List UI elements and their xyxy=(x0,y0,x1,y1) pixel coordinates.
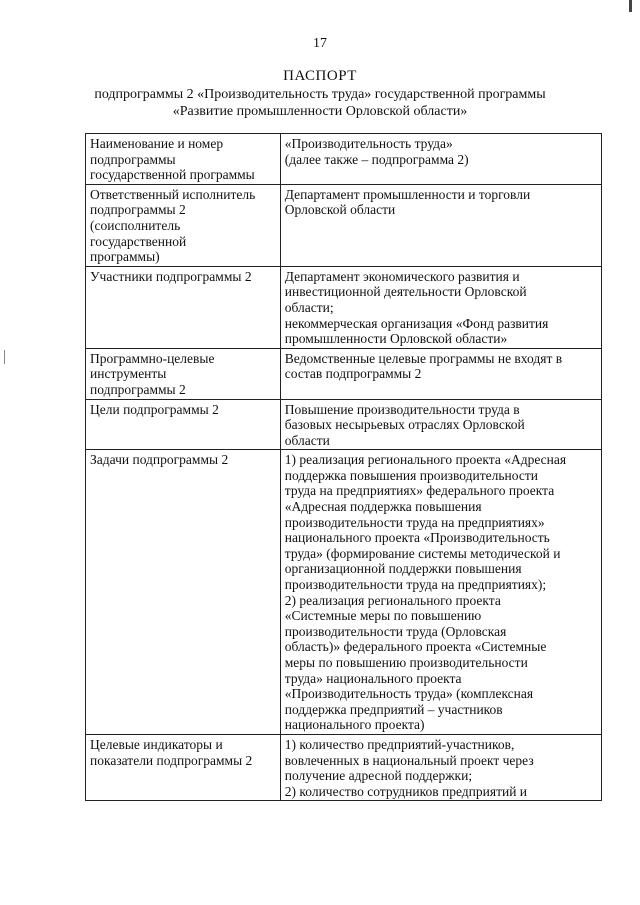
row-label-line: (соисполнитель xyxy=(90,217,181,233)
row-label-line: подпрограммы 2 xyxy=(90,381,186,397)
row-value-line: Департамент промышленности и торговли xyxy=(284,186,531,202)
row-value-line: вовлеченных в национальный проект через xyxy=(284,752,534,768)
row-value-line: национального проекта «Производительность xyxy=(284,530,550,546)
subtitle-line: подпрограммы 2 «Производительность труда» государственной программы xyxy=(94,87,546,102)
row-value-line: область)» федерального проекта «Системные xyxy=(284,639,547,655)
row-label-line: программы) xyxy=(90,249,160,265)
document-title: ПАСПОРТ xyxy=(283,68,357,84)
row-value-line: поддержка повышения производительности xyxy=(284,467,538,483)
row-label-line: Целевые индикаторы и xyxy=(90,736,223,752)
row-value-line: 1) реализация регионального проекта «Адресная xyxy=(284,452,567,468)
passport-table xyxy=(85,133,602,801)
row-value-cell xyxy=(280,450,601,735)
row-value-line: Орловской области xyxy=(284,202,396,218)
subtitle-line: «Развитие промышленности Орловской области» xyxy=(172,104,468,119)
row-label-cell xyxy=(86,266,281,348)
row-value-line: инвестиционной деятельности Орловской xyxy=(284,284,527,300)
row-label-line: показатели подпрограммы 2 xyxy=(90,752,253,768)
row-value-line: 2) реализация регионального проекта xyxy=(284,592,501,608)
row-label-line: государственной программы xyxy=(90,167,255,183)
row-label-line: государственной xyxy=(90,233,187,249)
row-label-cell xyxy=(86,399,281,450)
table-row xyxy=(86,734,602,800)
table-row xyxy=(86,399,602,450)
row-value-cell xyxy=(280,134,601,185)
row-label-cell xyxy=(86,184,281,266)
row-value-line: национального проекта) xyxy=(284,717,425,733)
row-label-cell xyxy=(86,734,281,800)
passport-table-body xyxy=(86,134,602,801)
row-label-line: Участники подпрограммы 2 xyxy=(90,268,252,284)
row-value-line: поддержка предприятий – участников xyxy=(284,701,503,717)
row-label-line: подпрограммы 2 xyxy=(90,202,186,218)
row-value-line: получение адресной поддержки; xyxy=(284,768,473,784)
row-value-line: Повышение производительности труда в xyxy=(284,401,520,417)
row-value-line: производительности труда (Орловская xyxy=(284,623,507,639)
row-value-line: состав подпрограммы 2 xyxy=(284,366,422,382)
row-value-line: труда на предприятиях» федерального проекта xyxy=(284,483,555,499)
row-value-cell xyxy=(280,266,601,348)
table-row xyxy=(86,266,602,348)
row-label-cell xyxy=(86,450,281,735)
row-value-line: производительности труда на предприятиях» xyxy=(284,514,545,530)
row-value-cell xyxy=(280,734,601,800)
row-value-line: организационной поддержки повышения xyxy=(284,561,522,577)
row-value-line: Ведомственные целевые программы не входят в xyxy=(284,350,563,366)
table-row xyxy=(86,184,602,266)
row-label-line: Цели подпрограммы 2 xyxy=(90,401,219,417)
row-label-line: Задачи подпрограммы 2 xyxy=(90,452,229,468)
row-label-line: подпрограммы xyxy=(90,151,176,167)
row-value-cell xyxy=(280,184,601,266)
row-value-line: 2) количество сотрудников предприятий и xyxy=(284,783,528,799)
row-label-line: Программно-целевые xyxy=(90,350,215,366)
row-label-line: Ответственный исполнитель xyxy=(90,186,256,202)
row-label-cell xyxy=(86,348,281,399)
row-value-line: промышленности Орловской области» xyxy=(284,331,508,347)
table-row xyxy=(86,450,602,735)
row-label-cell xyxy=(86,134,281,185)
row-value-line: труда» национального проекта xyxy=(284,670,462,686)
scan-mark-top-right xyxy=(629,0,632,12)
document-subtitle xyxy=(40,86,600,120)
table-row xyxy=(86,348,602,399)
row-value-line: «Производительность труда» xyxy=(284,136,453,151)
row-label-line: Наименование и номер xyxy=(90,136,224,151)
row-value-line: меры по повышению производительности xyxy=(284,655,528,670)
row-value-line: производительности труда на предприятиях); xyxy=(284,577,547,593)
row-value-cell xyxy=(280,348,601,399)
table-row xyxy=(86,134,602,185)
row-value-line: некоммерческая организация «Фонд развития xyxy=(284,315,549,331)
row-value-line: «Системные меры по повышению xyxy=(284,608,482,624)
row-value-line: «Производительность труда» (комплексная xyxy=(284,686,534,702)
row-value-line: труда» (формирование системы методической и xyxy=(284,545,561,561)
row-value-line: области; xyxy=(284,299,334,315)
scan-mark-left-edge xyxy=(4,350,5,364)
row-value-line: Департамент экономического развития и xyxy=(284,268,520,284)
row-value-line: 1) количество предприятий-участников, xyxy=(284,736,515,752)
row-value-line: «Адресная поддержка повышения xyxy=(284,499,482,515)
row-value-line: базовых несырьевых отраслях Орловской xyxy=(284,417,525,433)
row-value-line: области xyxy=(284,432,330,448)
page-number: 17 xyxy=(313,36,327,51)
row-value-line: (далее также – подпрограмма 2) xyxy=(284,151,469,167)
row-value-cell xyxy=(280,399,601,450)
row-label-line: инструменты xyxy=(90,366,167,382)
